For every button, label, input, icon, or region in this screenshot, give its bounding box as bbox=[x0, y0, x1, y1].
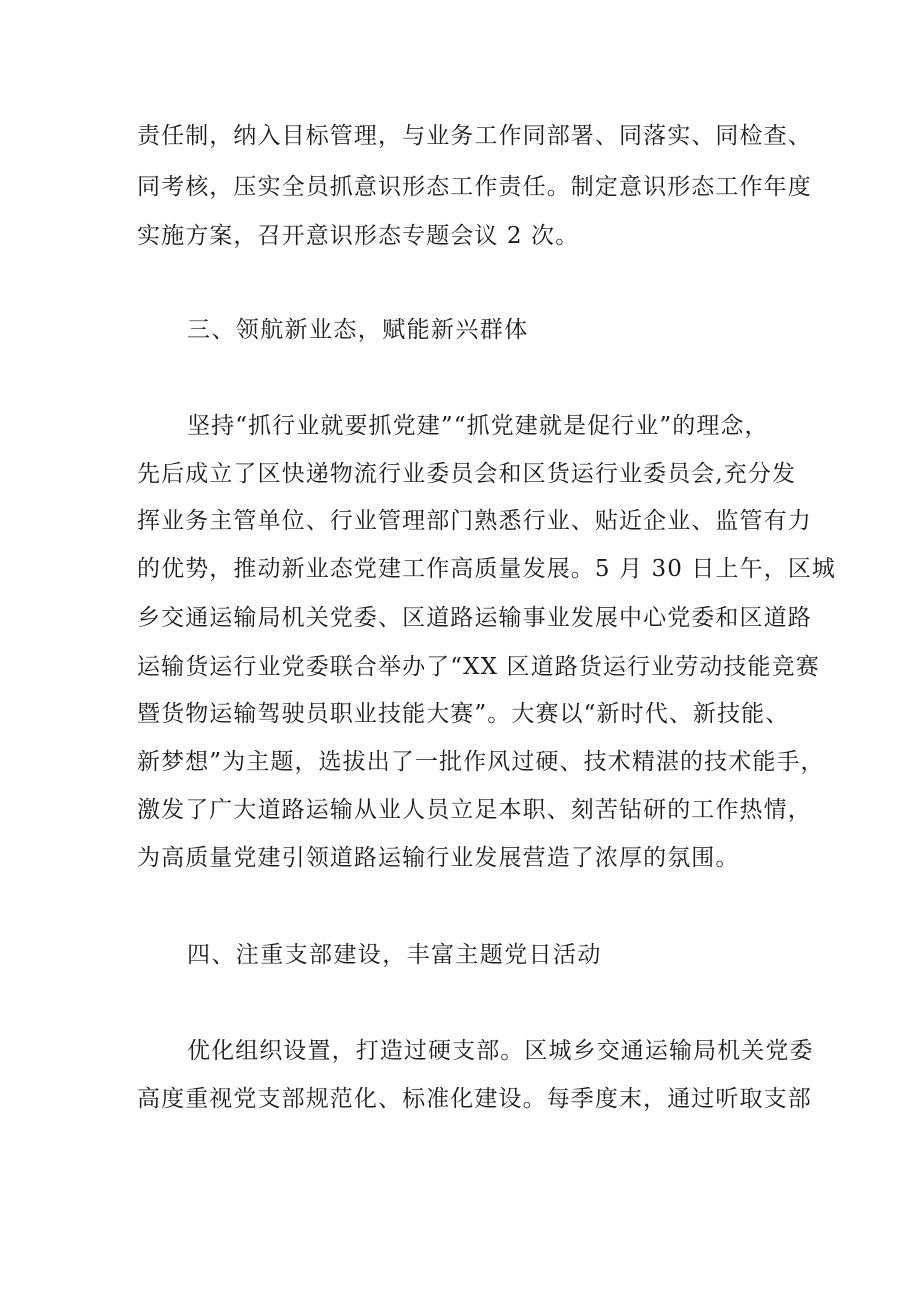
paragraph-3-line-6: 运输货运行业党委联合举办了“XX 区道路货运行业劳动技能竞赛 bbox=[137, 654, 820, 680]
paragraph-3-line-9: 激发了广大道路运输从业人员立足本职、刻苦钻研的工作热情， bbox=[137, 797, 812, 823]
paragraph-2-line-3: 实施方案，召开意识形态专题会议 2 次。 bbox=[137, 223, 580, 249]
paragraph-3-line-4: 的优势，推动新业态党建工作高质量发展。5 月 30 日上午，区城 bbox=[137, 556, 837, 582]
paragraph-3-line-2: 先后成立了区快递物流行业委员会和区货运行业委员会,充分发 bbox=[137, 461, 797, 487]
paragraph-2-line-2: 同考核，压实全员抓意识形态工作责任。制定意识形态工作年度 bbox=[137, 174, 812, 200]
paragraph-3-line-8: 新梦想”为主题，选拔出了一批作风过硬、技术精湛的技术能手， bbox=[137, 749, 825, 775]
paragraph-3-line-7: 暨货物运输驾驶员职业技能大赛”。大赛以“新时代、新技能、 bbox=[137, 701, 790, 727]
paragraph-3-line-1: 坚持“抓行业就要抓党建”“抓党建就是促行业”的理念， bbox=[187, 413, 769, 439]
paragraph-3-line-10: 为高质量党建引领道路运输行业发展营造了浓厚的氛围。 bbox=[137, 845, 740, 871]
paragraph-3-line-3: 挥业务主管单位、行业管理部门熟悉行业、贴近企业、监管有力 bbox=[137, 508, 812, 534]
section-heading-4: 四、注重支部建设，丰富主题党日活动 bbox=[187, 942, 602, 968]
paragraph-4-line-2: 高度重视党支部规范化、标准化建设。每季度末，通过听取支部 bbox=[137, 1086, 812, 1112]
paragraph-4-line-1: 优化组织设置，打造过硬支部。区城乡交通运输局机关党委 bbox=[187, 1038, 814, 1064]
section-heading-3: 三、领航新业态，赋能新兴群体 bbox=[187, 317, 529, 343]
paragraph-3-line-5: 乡交通运输局机关党委、区道路运输事业发展中心党委和区道路 bbox=[137, 605, 812, 631]
paragraph-2-line-1: 责任制，纳入目标管理，与业务工作同部署、同落实、同检查、 bbox=[137, 123, 812, 149]
